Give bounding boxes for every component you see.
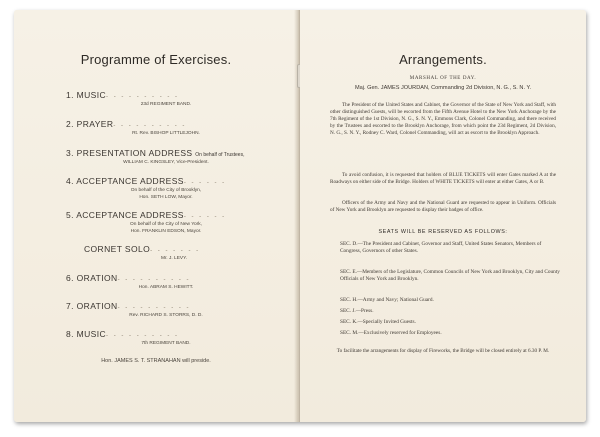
leader-dashes: - - - - - - - - - - bbox=[106, 94, 180, 100]
item-title: MUSIC bbox=[76, 329, 107, 339]
item-title: PRESENTATION ADDRESS bbox=[76, 148, 193, 158]
item-title: CORNET SOLO bbox=[84, 244, 151, 254]
item-detail: Rev. RICHARD S. STORRS, D. D. bbox=[129, 313, 203, 318]
right-page bbox=[300, 10, 586, 422]
item-number: 8. bbox=[66, 329, 74, 339]
programme-item-5 bbox=[66, 210, 256, 234]
presiding-officer-note: Hon. JAMES S. T. STRANAHAN will preside. bbox=[101, 358, 211, 364]
seat-section-h: SEC. H.—Army and Navy; National Guard. bbox=[340, 297, 434, 303]
item-detail: On behalf of the City of New York, bbox=[130, 222, 202, 227]
item-detail: Hon. ABRAM S. HEWITT. bbox=[138, 285, 194, 290]
item-detail: Rt. Rev. BISHOP LITTLEJOHN. bbox=[132, 131, 200, 136]
programme-item-4 bbox=[66, 176, 256, 200]
item-detail: 23d REGIMENT BAND. bbox=[140, 102, 192, 107]
item-detail: Hon. FRANKLIN EDSON, Mayor. bbox=[130, 229, 202, 234]
seat-section-d: SEC. D.—The President and Cabinet, Governor and Staff, United States Senators, Members of Congress, Governors of other States. bbox=[340, 241, 542, 255]
item-number: 2. bbox=[66, 119, 74, 129]
leader-dashes: - - - - - - bbox=[183, 214, 227, 220]
programme-item-7 bbox=[66, 301, 256, 318]
programme-item-3 bbox=[66, 148, 256, 165]
leader-dashes: - - - - - - - bbox=[150, 248, 201, 254]
leader-dashes: - - - - - - - - - - bbox=[113, 123, 187, 129]
item-detail: Mr. J. LEVY. bbox=[160, 256, 188, 261]
escort-paragraph: The President of the United States and Cabinet, the Governor of the State of New York and Staff, with other distinguished Guests, will be escorted from the Fifth Avenue Hotel to the New York Anchorage by the 7th Regiment of the 1st Division, N. G., S. N. Y., Emmons Clark, Colonel Commanding, and there received by the Trustees and escorted to the Brooklyn Anchorage, from which point the 23d Regiment, 2d Division, N. G., S. N. Y., Rodney C. Ward, Colonel Commanding, will act as escort to the Brooklyn Approach. bbox=[330, 102, 556, 137]
programme-item-8 bbox=[66, 329, 256, 346]
item-title: MUSIC bbox=[76, 90, 107, 100]
programme-item-2 bbox=[66, 119, 256, 136]
tickets-paragraph: To avoid confusion, it is requested that holders of BLUE TICKETS will enter Gates marked A at the Roadways on either side of the Bridge. Holders of WHITE TICKETS will enter at either Gates, A or B. bbox=[330, 172, 556, 186]
seat-section-k: SEC. K.—Specially Invited Guests. bbox=[340, 319, 416, 325]
item-title: PRAYER bbox=[76, 119, 114, 129]
programme-item-1 bbox=[66, 90, 256, 107]
item-number: 4. bbox=[66, 176, 74, 186]
item-number: 6. bbox=[66, 273, 74, 283]
item-number: 1. bbox=[66, 90, 74, 100]
program-booklet bbox=[14, 10, 586, 422]
marshal-label: MARSHAL OF THE DAY. bbox=[409, 76, 477, 81]
item-title: ACCEPTANCE ADDRESS bbox=[76, 210, 184, 220]
item-detail: WILLIAM C. KINGSLEY, Vice-President. bbox=[123, 160, 209, 165]
fireworks-note: To facilitate the arrangements for display of Fireworks, the Bridge will be closed entirely at 6.30 P. M. bbox=[336, 348, 550, 354]
programme-item-6 bbox=[66, 273, 256, 290]
item-detail: On behalf of the City of Brooklyn, bbox=[130, 188, 202, 193]
seat-section-j: SEC. J.—Press. bbox=[340, 308, 374, 314]
item-note: On behalf of Trustees, bbox=[195, 152, 245, 158]
left-page bbox=[14, 10, 298, 422]
programme-title: Programme of Exercises. bbox=[80, 52, 232, 67]
leader-dashes: - - - - - - - - - - bbox=[106, 333, 180, 339]
leader-dashes: - - - - - - bbox=[183, 180, 227, 186]
item-title: ORATION bbox=[76, 301, 118, 311]
item-detail: 7th REGIMENT BAND. bbox=[141, 341, 191, 346]
item-title: ACCEPTANCE ADDRESS bbox=[76, 176, 184, 186]
arrangements-title: Arrangements. bbox=[399, 52, 487, 67]
leader-dashes: - - - - - - - - - - bbox=[117, 277, 191, 283]
leader-dashes: - - - - - - - - - - bbox=[117, 305, 191, 311]
programme-item-cornet-solo bbox=[84, 244, 264, 261]
uniform-paragraph: Officers of the Army and Navy and the National Guard are requested to appear in Uniform. Officials of New York and Brooklyn are requested to display their badges of office. bbox=[330, 200, 556, 214]
seats-heading: SEATS WILL BE RESERVED AS FOLLOWS: bbox=[378, 229, 508, 235]
item-number: 7. bbox=[66, 301, 74, 311]
seat-section-m: SEC. M.—Exclusively reserved for Employees. bbox=[340, 330, 442, 336]
item-title: ORATION bbox=[76, 273, 118, 283]
item-detail: Hon. SETH LOW, Mayor. bbox=[139, 195, 193, 200]
item-number: 3. bbox=[66, 148, 74, 158]
item-number: 5. bbox=[66, 210, 74, 220]
seat-section-e: SEC. E.—Members of the Legislature, Common Councils of New York and Brooklyn, City and County Officials of New York and Brooklyn. bbox=[340, 269, 560, 283]
marshal-name: Maj. Gen. JAMES JOURDAN, Commanding 2d Division, N. G., S. N. Y. bbox=[354, 85, 532, 91]
